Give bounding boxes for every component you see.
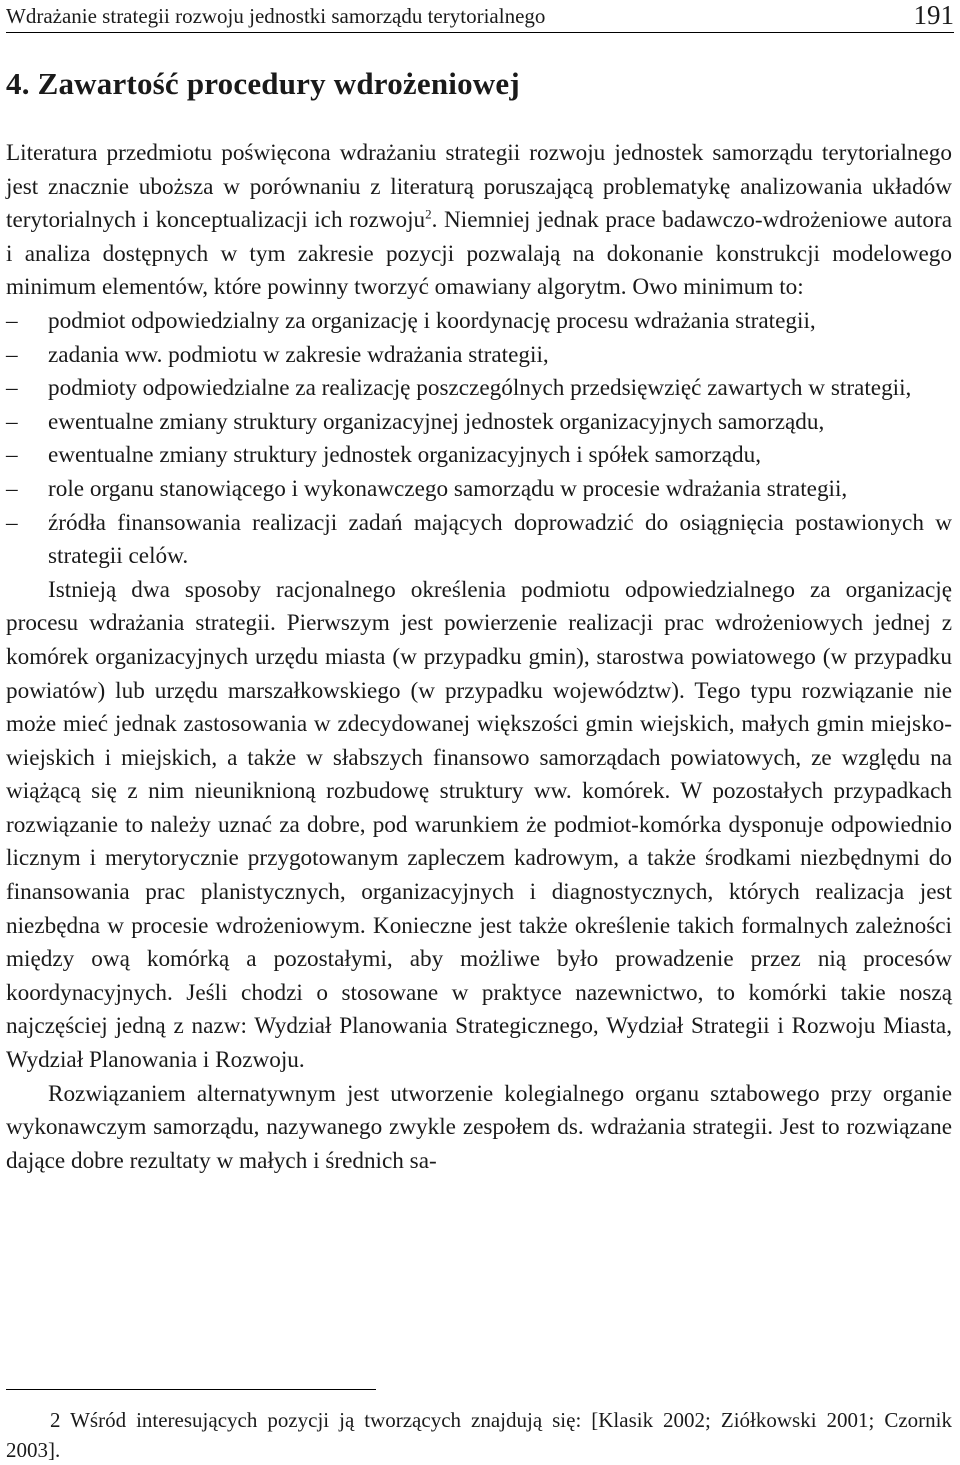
paragraph-two-methods: Istnieją dwa sposoby racjonalnego określenia podmiotu odpowiedzialnego za organizację procesu wdrażania strategii. Pierwszym jest powierzenie realizacji prac wdrożeniowych jednej z komórek organizacyjnych urzędu miasta (w przypadku gmin), starostwa powiatowego (w przypadku powiatów) lub urzędu marszałkowskiego (w przypadku województw). Tego typu rozwiązanie nie może mieć jednak zastosowania w zdecydowanej większości gmin wiejskich, małych gmin miejsko-wiejskich i miejskich, a także w słabszych finansowo samorządach powiatowych, ze względu na wiążącą się z nim nieuniknioną rozbudowę struktury ww. komórek. W pozostałych przypadkach rozwiązanie to należy uznać za dobre, pod warunkiem że podmiot-komórka dysponuje odpowiednio licznym i merytorycznie przygotowanym zapleczem kadrowym, a także środkami niezbędnymi do finansowania prac planistycznych, organizacyjnych i diagnostycznych, których realizacja jest niezbędna w procesie wdrożeniowym. Konieczne jest także określenie takich formalnych zależności między ową komórką a pozostałymi, aby możliwe było prowadzenie przez nią procesów koordynacyjnych. Jeśli chodzi o stosowane w praktyce nazewnictwo, to komórki takie noszą najczęściej jedną z nazw: Wydział Planowania Strategicznego, Wydział Strategii i Rozwoju Miasta, Wydział Planowania i Rozwoju. — [6, 576, 952, 1074]
footnote-divider — [6, 1389, 376, 1390]
running-title: Wdrażanie strategii rozwoju jednostki samorządu terytorialnego — [6, 4, 546, 28]
body-text — [6, 137, 952, 1178]
footnote-number: 2 — [50, 1408, 61, 1432]
page-number: 191 — [913, 0, 954, 30]
list-item — [6, 406, 952, 440]
dash-bullet: – — [6, 375, 18, 402]
dash-bullet: – — [6, 307, 18, 334]
list-item — [6, 372, 952, 406]
paragraph-intro-text-b: . Niemniej jednak prace badawczo-wdrożeniowe autora i analiza dostępnych w tym zakresie pozycji pozwalają na dokonanie konstrukcji modelowego minimum elementów, które powinny tworzyć omawiany algorytm. Owo minimum to: — [6, 207, 952, 301]
running-header — [6, 2, 954, 33]
dash-bullet: – — [6, 408, 18, 435]
dash-bullet: – — [6, 341, 18, 368]
list-item-text: ewentualne zmiany struktury jednostek organizacyjnych i spółek samorządu, — [48, 442, 762, 469]
list-item-text: zadania ww. podmiotu w zakresie wdrażania strategii, — [48, 341, 549, 368]
list-item-text: podmiot odpowiedzialny za organizację i koordynację procesu wdrażania strategii, — [48, 307, 816, 334]
footnote — [6, 1405, 952, 1465]
list-item — [6, 339, 952, 373]
footnote-text — [6, 1405, 952, 1465]
paragraph-intro — [6, 137, 952, 305]
dash-bullet: – — [6, 509, 18, 536]
list-item-text: źródła finansowania realizacji zadań mających doprowadzić do osiągnięcia postawionych w strategii celów. — [48, 509, 952, 570]
minimum-elements-list — [6, 305, 952, 574]
dash-bullet: – — [6, 475, 18, 502]
list-item-text: ewentualne zmiany struktury organizacyjnej jednostek organizacyjnych samorządu, — [48, 408, 825, 435]
paragraph-intro-text-a: Literatura przedmiotu poświęcona wdrażaniu strategii rozwoju jednostek samorządu terytorialnego jest znacznie uboższa w porównaniu z literaturą poruszającą problematykę analizowania układów terytorialnych i konceptualizacji ich rozwoju — [6, 140, 952, 234]
list-item — [6, 305, 952, 339]
footnote-body: Wśród interesujących pozycji ją tworzących znajdują się: [Klasik 2002; Ziółkowski 2001; Czornik 2003]. — [6, 1408, 952, 1462]
list-item — [6, 473, 952, 507]
dash-bullet: – — [6, 442, 18, 469]
list-item-text: podmioty odpowiedzialne za realizację poszczególnych przedsięwzięć zawartych w strategii, — [48, 375, 912, 402]
section-heading: 4. Zawartość procedury wdrożeniowej — [6, 66, 520, 101]
list-item-text: role organu stanowiącego i wykonawczego samorządu w procesie wdrażania strategii, — [48, 475, 848, 502]
footnote-reference: 2 — [425, 206, 432, 222]
list-item — [6, 439, 952, 473]
list-item — [6, 507, 952, 574]
paragraph-alternative: Rozwiązaniem alternatywnym jest utworzenie kolegialnego organu sztabowego przy organie wykonawczym samorządu, nazywanego zwykle zespołem ds. wdrażania strategii. Jest to rozwiązane dające dobre rezultaty w małych i średnich sa- — [6, 1080, 952, 1174]
